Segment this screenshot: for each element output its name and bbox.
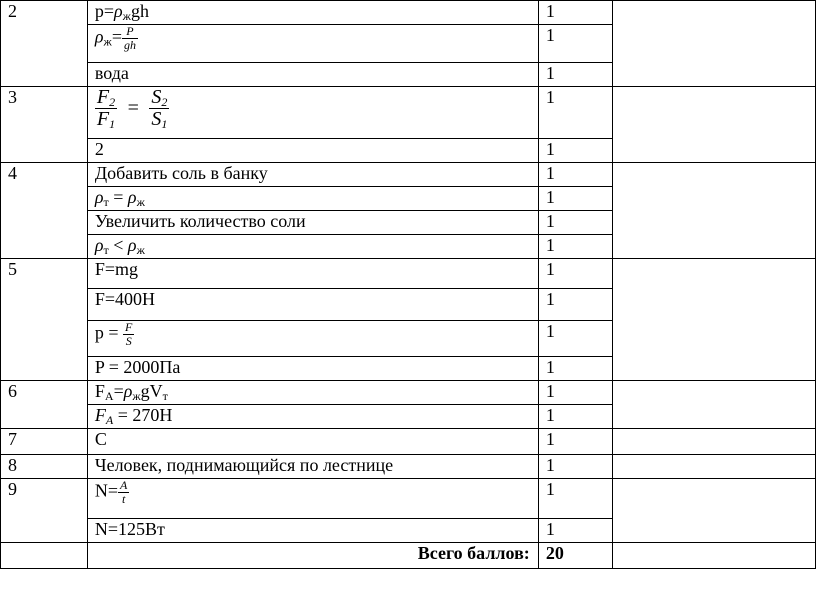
answer-cell: $p=\rho_жgh$ xyxy=(87,1,538,25)
answer-cell: $\frac{F_2}{F_1}$ = $\frac{S_2}{S_1}$ xyxy=(87,87,538,139)
total-value: 20 xyxy=(538,543,612,569)
answer-cell: F=400H xyxy=(87,289,538,321)
score-cell: 1 xyxy=(538,211,612,235)
score-cell: 1 xyxy=(538,479,612,519)
task-number: 7 xyxy=(1,429,88,455)
answer-cell: Добавить соль в банку xyxy=(87,163,538,187)
answer-cell: C xyxy=(87,429,538,455)
score-cell: 1 xyxy=(538,1,612,25)
task-number: 4 xyxy=(1,163,88,259)
answer-cell: $\rho_т < \rho_ж$ xyxy=(87,235,538,259)
empty-cell xyxy=(613,429,816,455)
empty-cell xyxy=(613,479,816,543)
fraction: $\frac{P}{gh}$ xyxy=(123,24,136,52)
score-cell: 1 xyxy=(538,455,612,479)
task-number: 2 xyxy=(1,1,88,87)
score-cell: 1 xyxy=(538,357,612,381)
empty-cell xyxy=(1,543,88,569)
score-cell: 1 xyxy=(538,187,612,211)
fraction: $\frac{F}{S}$ xyxy=(125,320,133,348)
answer-cell: P = 2000Па xyxy=(87,357,538,381)
task-number: 5 xyxy=(1,259,88,381)
answer-cell: $F_A=\rho_жgV_т$ xyxy=(87,381,538,405)
score-cell: 1 xyxy=(538,235,612,259)
empty-cell xyxy=(613,381,816,429)
answer-cell: F=mg xyxy=(87,259,538,289)
task-number: 6 xyxy=(1,381,88,429)
empty-cell xyxy=(613,163,816,259)
task-number: 9 xyxy=(1,479,88,543)
answer-cell: N= $\frac{A}{t}$ xyxy=(87,479,538,519)
score-cell: 1 xyxy=(538,163,612,187)
score-cell: 1 xyxy=(538,289,612,321)
score-cell: 1 xyxy=(538,381,612,405)
score-cell: 1 xyxy=(538,519,612,543)
score-cell: 1 xyxy=(538,25,612,63)
empty-cell xyxy=(613,259,816,381)
answer-cell: $F_A = 270H$ xyxy=(87,405,538,429)
fraction: $\frac{F_2}{F_1}$ xyxy=(96,86,116,131)
score-cell: 1 xyxy=(538,87,612,139)
empty-cell xyxy=(613,1,816,87)
score-cell: 1 xyxy=(538,405,612,429)
answer-cell: $\rho_т = \rho_ж$ xyxy=(87,187,538,211)
answer-cell: $\rho_ж=$ $\frac{P}{gh}$ xyxy=(87,25,538,63)
answer-cell: Увеличить количество соли xyxy=(87,211,538,235)
total-label: Всего баллов: xyxy=(87,543,538,569)
empty-cell xyxy=(613,543,816,569)
score-cell: 1 xyxy=(538,259,612,289)
task-number: 3 xyxy=(1,87,88,163)
score-cell: 1 xyxy=(538,429,612,455)
answer-cell: N=125Вт xyxy=(87,519,538,543)
fraction: $\frac{A}{t}$ xyxy=(120,478,128,506)
score-cell: 1 xyxy=(538,63,612,87)
score-cell: 1 xyxy=(538,321,612,357)
empty-cell xyxy=(613,455,816,479)
task-number: 8 xyxy=(1,455,88,479)
answer-cell: 2 xyxy=(87,139,538,163)
fraction: $\frac{S_2}{S_1}$ xyxy=(151,86,168,131)
answer-cell: p = $\frac{F}{S}$ xyxy=(87,321,538,357)
score-cell: 1 xyxy=(538,139,612,163)
empty-cell xyxy=(613,87,816,163)
answer-cell: вода xyxy=(87,63,538,87)
answer-cell: Человек, поднимающийся по лестнице xyxy=(87,455,538,479)
